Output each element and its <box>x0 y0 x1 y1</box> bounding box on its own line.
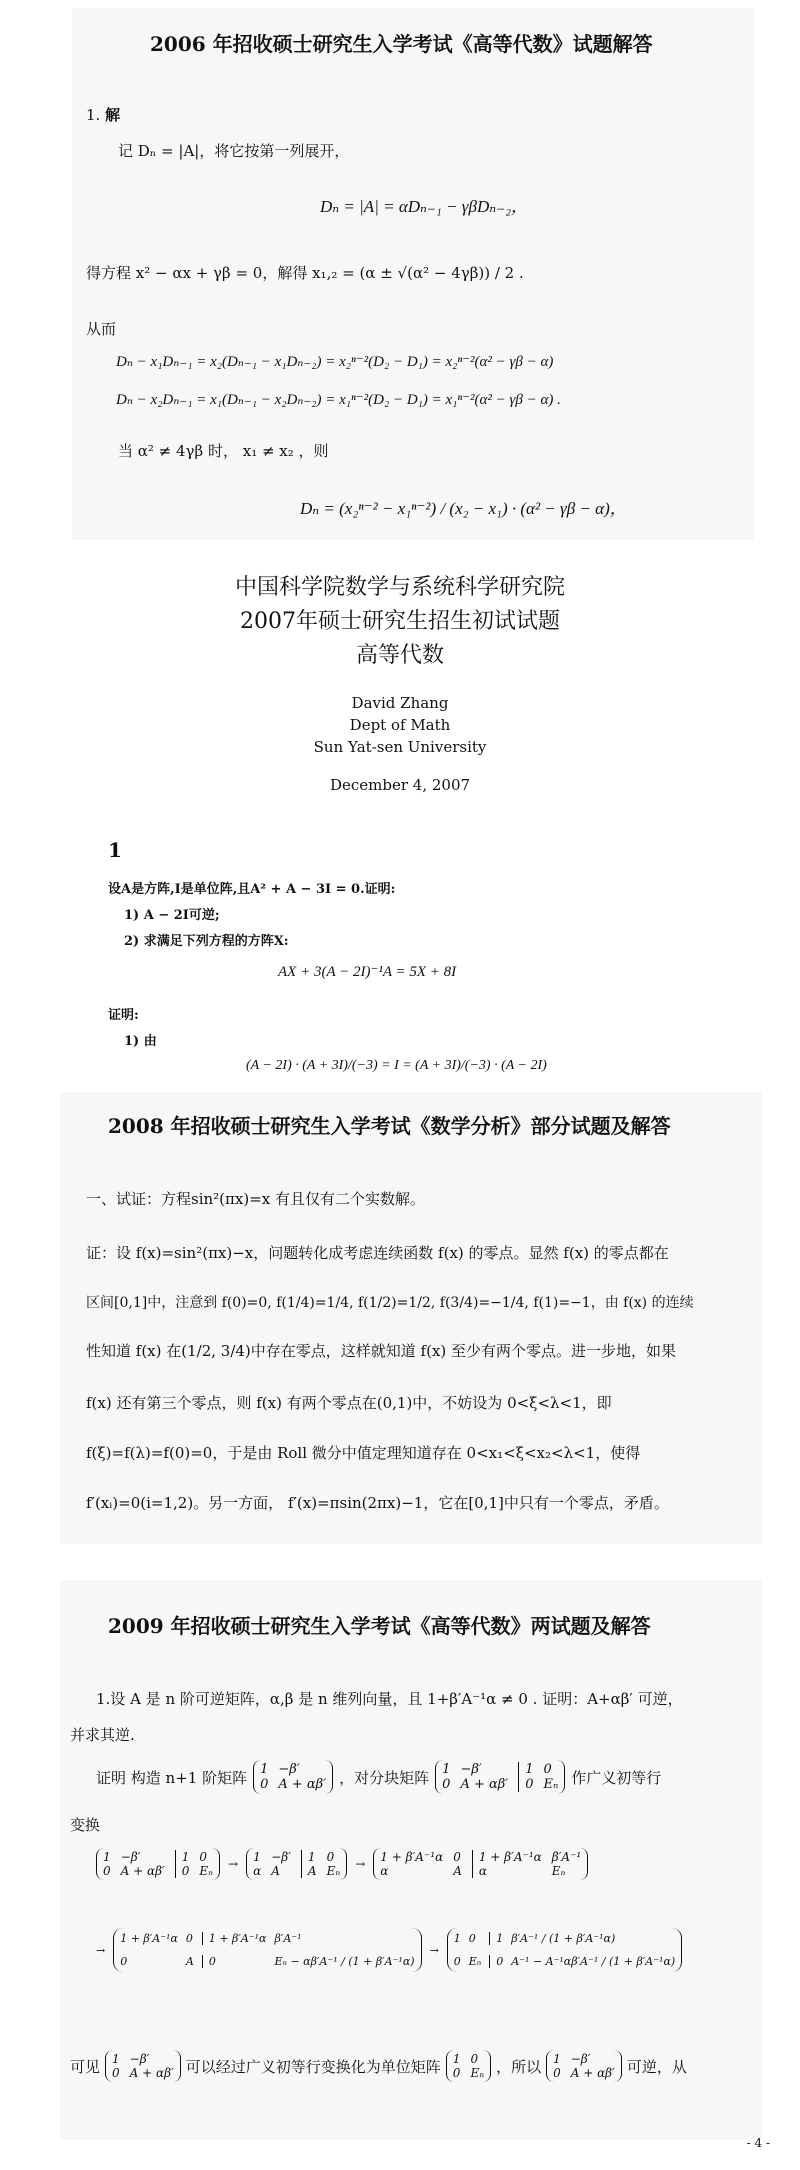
r2-21: 0 <box>553 2066 561 2080</box>
matrix-m-ref-2 <box>546 2050 622 2082</box>
s1-12: −β′ <box>120 1850 141 1864</box>
s1-24: Eₙ <box>199 1864 214 1878</box>
b13: 1 <box>518 1762 533 1777</box>
matrix-equation: AX + 3(A − 2I)⁻¹A = 5X + 8I <box>278 964 457 980</box>
s5-22: Eₙ <box>468 1955 482 1968</box>
block-matrix <box>435 1760 565 1794</box>
proof-intro: 证明 构造 n+1 阶矩阵 <box>96 1768 248 1787</box>
problem-statement-2: 并求其逆. <box>70 1726 135 1744</box>
s4-14: β′A⁻¹ <box>274 1932 302 1945</box>
matrix-step-2 <box>246 1848 347 1880</box>
page-number: - 4 - <box>746 2136 770 2150</box>
s2-21: α <box>253 1864 262 1878</box>
s3-12: 0 <box>453 1850 461 1864</box>
s1-21: 0 <box>103 1864 111 1878</box>
problem-heading: 1 <box>108 838 122 862</box>
section-2008 <box>0 1092 800 1552</box>
s4-22: A <box>185 1955 194 1968</box>
section-2008-title: 2008 年招收硕士研究生入学考试《数学分析》部分试题及解答 <box>108 1114 671 1138</box>
section-2009-title: 2009 年招收硕士研究生入学考试《高等代数》两试题及解答 <box>108 1614 651 1638</box>
b14: 0 <box>543 1762 552 1777</box>
s2-23: A <box>301 1864 317 1878</box>
s5-12: 0 <box>468 1932 476 1945</box>
transform-row-1 <box>96 1848 588 1880</box>
s1-23: 0 <box>175 1864 190 1878</box>
s2-11: 1 <box>253 1850 261 1864</box>
matrix-step-3 <box>373 1848 588 1880</box>
inverse-identity: (A − 2I) · (A + 3I)/(−3) = I = (A + 3I)/(−3) · (A − 2I) <box>246 1058 547 1073</box>
proof-line-6: f′(xᵢ)=0(i=1,2)。另一方面， f′(x)=πsin(2πx)−1，它在[0,1]中只有一个零点，矛盾。 <box>86 1494 669 1512</box>
therefore-label: 从而 <box>86 320 117 338</box>
r-21: 0 <box>112 2066 120 2080</box>
m-a22: A + αβ′ <box>278 1777 327 1792</box>
s3-11: 1 + β′A⁻¹α <box>380 1850 444 1864</box>
r2-11: 1 <box>553 2052 561 2066</box>
problem-statement: 设A是方阵,I是单位阵,且A² + A − 3I = 0.证明: <box>108 882 396 897</box>
matrix-step-5 <box>447 1928 682 1972</box>
s4-13: 1 + β′A⁻¹α <box>202 1932 267 1945</box>
proof-end: 作广义初等行 <box>571 1768 662 1787</box>
author-name: David Zhang <box>351 694 449 712</box>
s5-21: 0 <box>453 1955 461 1968</box>
s5-23: 0 <box>489 1955 503 1968</box>
problem-statement-1: 1.设 A 是 n 阶可逆矩阵，α,β 是 n 维列向量，且 1+β′A⁻¹α ≠ 0 . 证明：A+αβ′ 可逆， <box>96 1690 683 1708</box>
s3-23: α <box>472 1864 542 1878</box>
s3-14: β′A⁻¹ <box>551 1850 582 1864</box>
s3-21: α <box>380 1864 389 1878</box>
s2-12: −β′ <box>271 1850 291 1864</box>
r2-22: A + αβ′ <box>570 2066 615 2080</box>
s1-11: 1 <box>103 1850 111 1864</box>
s2-24: Eₙ <box>326 1864 341 1878</box>
r2-12: −β′ <box>570 2052 591 2066</box>
conclusion-3: ，所以 <box>496 2057 542 2076</box>
proof-line-2: 区间[0,1]中，注意到 f(0)=0, f(1/4)=1/4, f(1/2)=1/2, f(3/4)=−1/4, f(1)=−1，由 f(x) 的连续 <box>86 1295 694 1311</box>
section-2006-title: 2006 年招收硕士研究生入学考试《高等代数》试题解答 <box>150 32 653 56</box>
characteristic-equation: 得方程 x² − αx + γβ = 0，解得 x₁,₂ = (α ± √(α² − 4γβ)) / 2 . <box>86 264 524 282</box>
section-2006 <box>0 0 800 545</box>
proof-line-4: f(x) 还有第三个零点，则 f(x) 有两个零点在(0,1)中，不妨设为 0<ξ<λ<1，即 <box>86 1394 612 1412</box>
matrix-step-1 <box>96 1848 220 1880</box>
r-11: 1 <box>112 2052 120 2066</box>
i-22: Eₙ <box>470 2066 485 2080</box>
b23: 0 <box>518 1777 533 1792</box>
s4-23: 0 <box>202 1955 267 1968</box>
arrow-icon: → <box>355 1857 366 1871</box>
s3-13: 1 + β′A⁻¹α <box>472 1850 542 1864</box>
recurrence-line-2: Dₙ − x₂Dₙ₋₁ = x₁(Dₙ₋₁ − x₂Dₙ₋₂) = x₁ⁿ⁻²(D₂ − D₁) = x₁ⁿ⁻²(α² − γβ − α) . <box>116 392 561 408</box>
proof-mid: ，对分块矩阵 <box>339 1768 430 1787</box>
problem-number-text: 1. <box>86 106 101 124</box>
i-12: 0 <box>470 2052 479 2066</box>
s3-22: A <box>453 1864 462 1878</box>
s4-21: 0 <box>120 1955 128 1968</box>
arrow-icon: → <box>96 1943 106 1957</box>
section-2007 <box>0 548 800 1088</box>
subquestion-2: 2) 求满足下列方程的方阵X: <box>124 934 289 949</box>
proof-line-1: 证：设 f(x)=sin²(πx)−x，问题转化成考虑连续函数 f(x) 的零点。显然 f(x) 的零点都在 <box>86 1244 669 1262</box>
section-2008-card <box>60 1092 762 1544</box>
proof-line-1 <box>96 1760 661 1794</box>
proof-step-1: 1) 由 <box>124 1034 157 1049</box>
s1-13: 1 <box>175 1850 190 1864</box>
b11: 1 <box>442 1762 451 1777</box>
problem-number <box>86 104 120 125</box>
exam-title: 2007年硕士研究生招生初试试题 <box>240 609 560 634</box>
s2-22: A <box>271 1864 280 1878</box>
b12: −β′ <box>460 1762 482 1777</box>
b24: Eₙ <box>543 1777 559 1792</box>
s4-11: 1 + β′A⁻¹α <box>120 1932 178 1945</box>
conclusion-4: 可逆，从 <box>626 2057 687 2076</box>
question-statement: 一、试证：方程sin²(πx)=x 有且仅有二个实数解。 <box>86 1190 425 1208</box>
s5-24: A⁻¹ − A⁻¹αβ′A⁻¹ / (1 + β′A⁻¹α) <box>511 1955 676 1968</box>
distinct-roots-condition: 当 α² ≠ 4γβ 时， x₁ ≠ x₂ ，则 <box>118 442 329 460</box>
transform-label: 变换 <box>70 1816 101 1834</box>
recurrence-line-1: Dₙ − x₁Dₙ₋₁ = x₂(Dₙ₋₁ − x₁Dₙ₋₂) = x₂ⁿ⁻²(D₂ − D₁) = x₂ⁿ⁻²(α² − γβ − α) <box>116 354 554 370</box>
matrix-step-4 <box>113 1928 421 1972</box>
transform-row-2 <box>96 1928 682 1972</box>
author-dept: Dept of Math <box>349 716 451 734</box>
s5-11: 1 <box>453 1932 461 1945</box>
b21: 0 <box>442 1777 451 1792</box>
subject-title: 高等代数 <box>355 643 444 668</box>
s4-24: Eₙ − αβ′A⁻¹ / (1 + β′A⁻¹α) <box>274 1955 415 1968</box>
s3-24: Eₙ <box>551 1864 566 1878</box>
author-univ: Sun Yat-sen University <box>313 738 487 756</box>
proof-line-5: f(ξ)=f(λ)=f(0)=0，于是由 Roll 微分中值定理知道存在 0<x₁<ξ<x₂<λ<1，使得 <box>86 1444 641 1462</box>
subquestion-1: 1) A − 2I可逆; <box>124 908 220 923</box>
section-2009 <box>0 1580 800 2170</box>
s5-14: β′A⁻¹ / (1 + β′A⁻¹α) <box>511 1932 616 1945</box>
conclusion-1: 可见 <box>70 2057 101 2076</box>
matrix-m-ref <box>105 2050 181 2082</box>
determinant-result: Dₙ = (x₂ⁿ⁻² − x₁ⁿ⁻²) / (x₂ − x₁) · (α² − γβ − α)， <box>300 499 627 518</box>
proof-line-3: 性知道 f(x) 在(1/2, 3/4)中存在零点，这样就知道 f(x) 至少有两个零点。进一步地，如果 <box>86 1342 677 1360</box>
institute-title: 中国科学院数学与系统科学研究院 <box>234 575 565 600</box>
identity-matrix <box>446 2050 491 2082</box>
arrow-icon: → <box>429 1943 439 1957</box>
m-a21: 0 <box>260 1777 269 1792</box>
solution-label: 解 <box>105 106 121 124</box>
s4-12: 0 <box>185 1932 193 1945</box>
r-12: −β′ <box>129 2052 150 2066</box>
date: December 4, 2007 <box>329 776 471 794</box>
b22: A + αβ′ <box>460 1777 509 1792</box>
r-22: A + αβ′ <box>129 2066 174 2080</box>
s1-22: A + αβ′ <box>120 1864 165 1878</box>
s5-13: 1 <box>489 1932 503 1945</box>
s2-13: 1 <box>301 1850 317 1864</box>
matrix-m <box>253 1760 333 1794</box>
arrow-icon: → <box>228 1857 239 1871</box>
expansion-equation: Dₙ = |A| = αDₙ₋₁ − γβDₙ₋₂， <box>320 197 529 216</box>
conclusion-line <box>70 2050 687 2082</box>
s1-14: 0 <box>199 1850 208 1864</box>
i-11: 1 <box>452 2052 461 2066</box>
proof-label: 证明: <box>108 1008 139 1023</box>
s2-14: 0 <box>326 1850 335 1864</box>
i-21: 0 <box>452 2066 461 2080</box>
m-a11: 1 <box>260 1762 269 1777</box>
det-definition: 记 Dₙ = |A|，将它按第一列展开， <box>118 142 350 160</box>
m-a12: −β′ <box>278 1762 300 1777</box>
conclusion-2: 可以经过广义初等行变换化为单位矩阵 <box>185 2057 441 2076</box>
